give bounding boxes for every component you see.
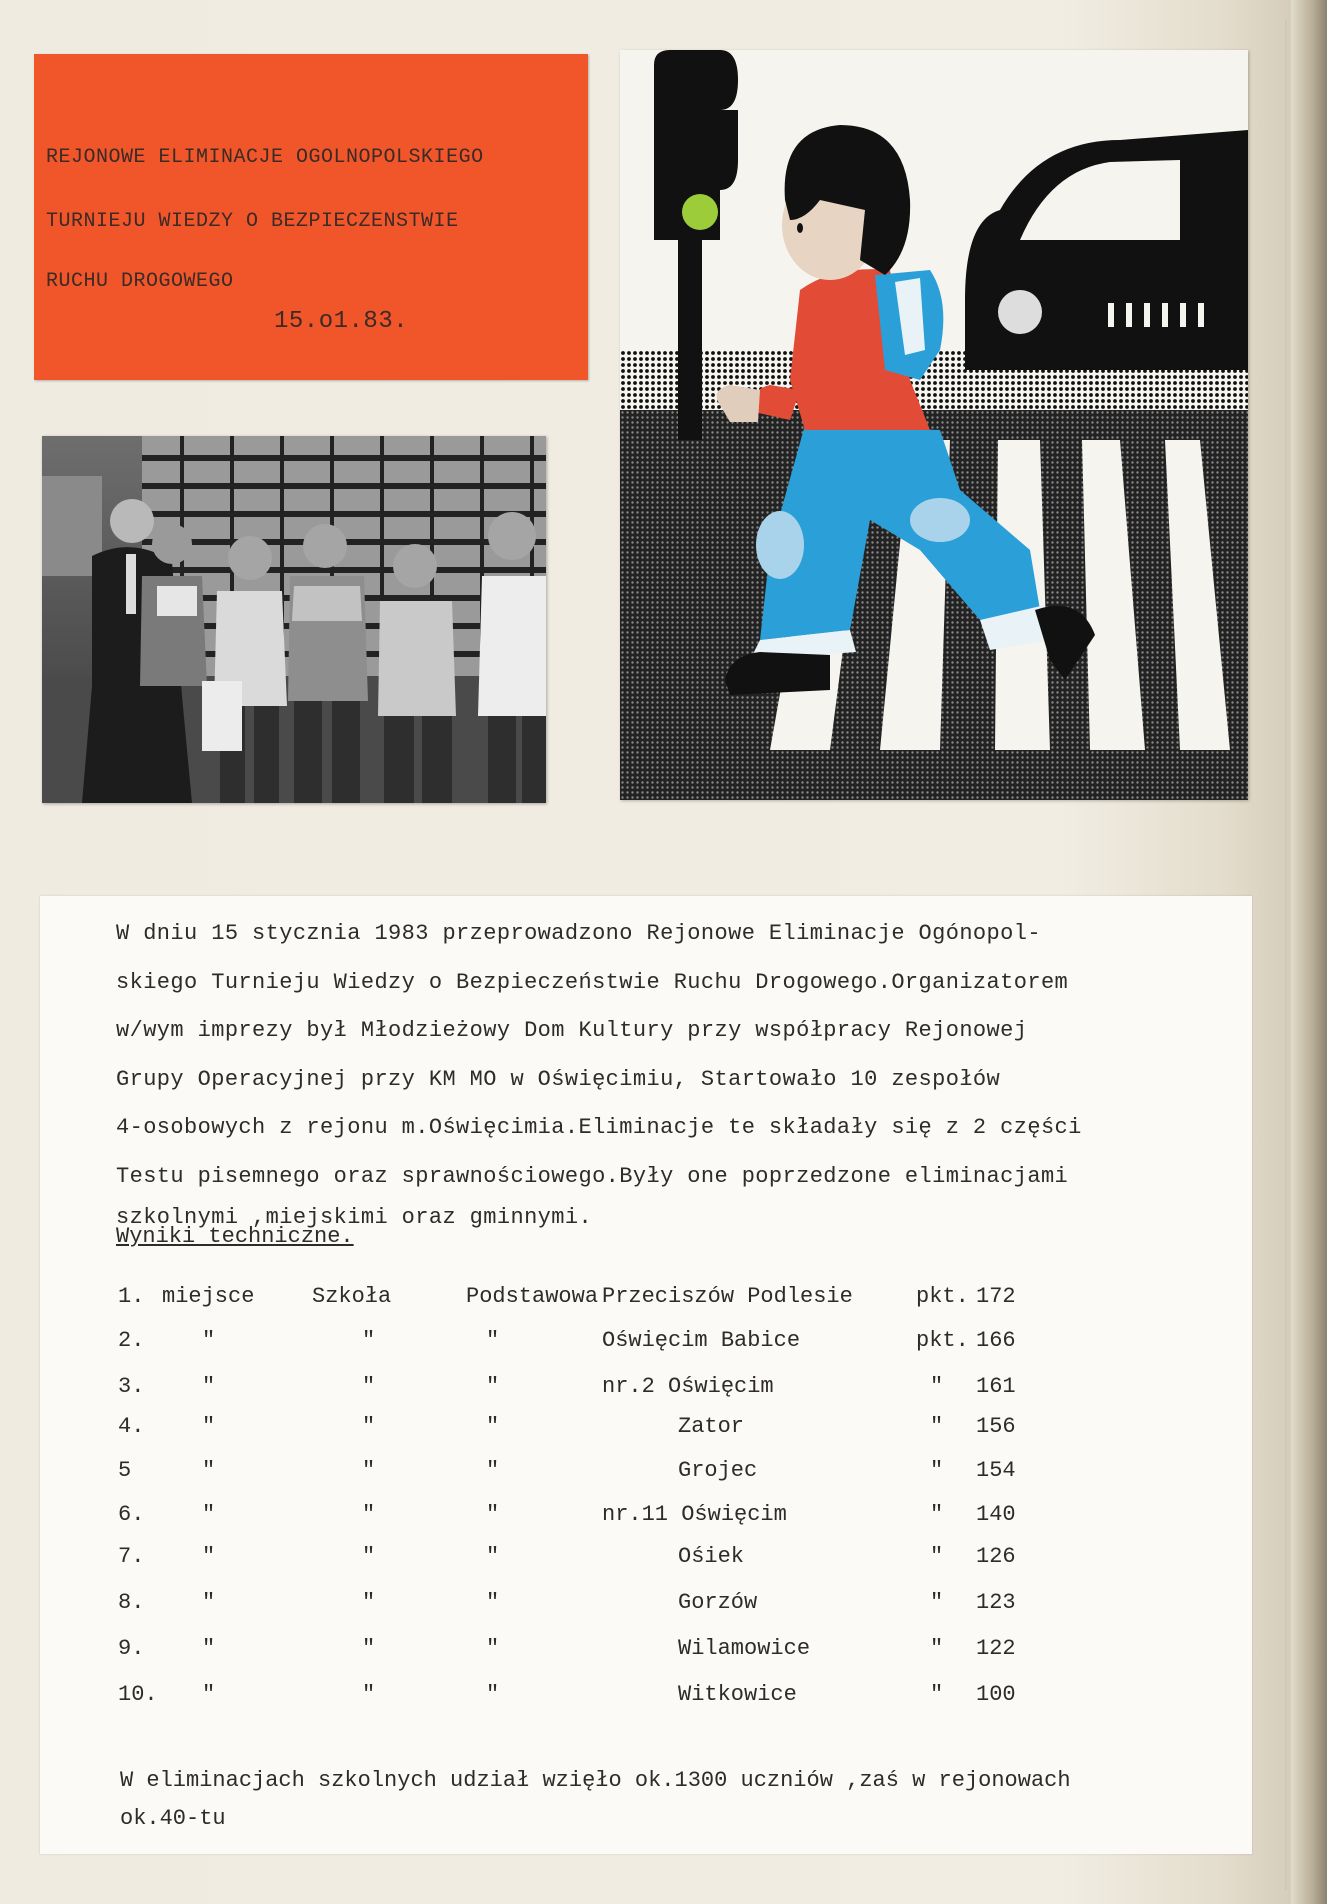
paragraph-line: 4-osobowych z rejonu m.Oświęcimia.Eliminacje te składały się z 2 części <box>116 1115 1082 1140</box>
result-place-word: " <box>202 1636 216 1661</box>
result-school-type: Podstawowa <box>466 1284 599 1309</box>
result-row <box>40 1590 1252 1630</box>
result-place-number: 5 <box>118 1458 132 1483</box>
result-school-type: " <box>486 1544 500 1569</box>
result-points-unit: pkt. <box>916 1328 969 1353</box>
result-row <box>40 1414 1252 1454</box>
result-points: 172 <box>976 1284 1016 1309</box>
footer-line: ok.40-tu <box>120 1806 226 1831</box>
result-school-name: Zator <box>678 1414 745 1439</box>
paragraph-line: Grupy Operacyjnej przy KM MO w Oświęcimiu, Startowało 10 zespołów <box>116 1066 1001 1092</box>
result-school-name: Oświęcim Babice <box>602 1328 801 1353</box>
result-place-number: 8. <box>118 1590 145 1615</box>
result-place-word: " <box>202 1590 216 1615</box>
result-school-name: Przeciszów Podlesie <box>602 1284 853 1309</box>
result-school-type: " <box>486 1636 500 1661</box>
result-school-word: " <box>362 1328 376 1353</box>
footer-line: W eliminacjach szkolnych udział wzięło ok.1300 uczniów ,zaś w rejonowach <box>120 1768 1071 1793</box>
paragraph-line: w/wym imprezy był Młodzieżowy Dom Kultury przy współpracy Rejonowej <box>116 1018 1028 1043</box>
road-safety-illustration <box>620 50 1248 800</box>
result-school-type: " <box>486 1682 500 1707</box>
title-line-1: REJONOWE ELIMINACJE OGOLNOPOLSKIEGO <box>46 146 484 169</box>
result-points: 126 <box>976 1544 1016 1569</box>
result-points-unit: " <box>930 1590 944 1615</box>
result-place-number: 9. <box>118 1636 145 1661</box>
result-row <box>40 1328 1252 1368</box>
result-place-word: " <box>202 1682 216 1707</box>
award-ceremony-photo <box>42 436 546 803</box>
result-school-type: " <box>486 1414 500 1439</box>
result-row <box>40 1682 1252 1722</box>
result-place-word: " <box>202 1502 216 1527</box>
result-place-word: " <box>202 1328 216 1353</box>
result-place-number: 7. <box>118 1544 145 1569</box>
result-points: 123 <box>976 1590 1016 1615</box>
result-points: 100 <box>976 1682 1016 1707</box>
result-points: 156 <box>976 1414 1016 1439</box>
result-school-name: Witkowice <box>678 1682 797 1707</box>
result-row <box>40 1284 1252 1324</box>
result-school-word: " <box>362 1590 376 1615</box>
result-points: 140 <box>976 1502 1016 1527</box>
result-row <box>40 1502 1252 1542</box>
album-spine <box>1291 0 1327 1904</box>
result-points: 154 <box>976 1458 1016 1483</box>
result-points-unit: pkt. <box>916 1284 969 1309</box>
result-place-number: 6. <box>118 1502 145 1527</box>
report-paragraph <box>116 910 1246 1235</box>
typed-report <box>40 896 1252 1854</box>
paragraph-line: W dniu 15 stycznia 1983 przeprowadzono Rejonowe Eliminacje Ogónopol- <box>116 921 1041 946</box>
result-place-word: " <box>202 1414 216 1439</box>
result-school-name: nr.2 Oświęcim <box>602 1374 774 1399</box>
result-row <box>40 1636 1252 1676</box>
result-points: 166 <box>976 1328 1016 1353</box>
result-school-name: Gorzów <box>678 1590 758 1615</box>
title-line-3: RUCHU DROGOWEGO <box>46 270 234 293</box>
result-points-unit: " <box>930 1544 944 1569</box>
result-place-number: 3. <box>118 1374 145 1399</box>
result-place-word: " <box>202 1544 216 1569</box>
result-school-word: " <box>362 1374 376 1399</box>
result-row <box>40 1458 1252 1498</box>
result-school-type: " <box>486 1328 500 1353</box>
result-row <box>40 1544 1252 1584</box>
result-points-unit: " <box>930 1636 944 1661</box>
page-fold-line <box>1285 20 1287 1890</box>
result-school-name: Wilamowice <box>678 1636 811 1661</box>
paragraph-line: Testu pisemnego oraz sprawnościowego.Były one poprzedzone eliminacjami <box>116 1163 1069 1189</box>
report-footer <box>120 1762 1071 1838</box>
result-place-word: miejsce <box>162 1284 255 1309</box>
result-school-word: " <box>362 1458 376 1483</box>
result-points: 122 <box>976 1636 1016 1661</box>
title-line-2: TURNIEJU WIEDZY O BEZPIECZENSTWIE <box>46 210 459 233</box>
result-points-unit: " <box>930 1458 944 1483</box>
paragraph-line: skiego Turnieju Wiedzy o Bezpieczeństwie Ruchu Drogowego.Organizatorem <box>116 969 1069 995</box>
result-school-type: " <box>486 1590 500 1615</box>
result-points: 161 <box>976 1374 1016 1399</box>
result-school-word: " <box>362 1414 376 1439</box>
result-place-number: 2. <box>118 1328 145 1353</box>
result-points-unit: " <box>930 1502 944 1527</box>
result-place-number: 10. <box>118 1682 158 1707</box>
result-school-name: nr.11 Oświęcim <box>602 1502 787 1527</box>
result-points-unit: " <box>930 1414 944 1439</box>
result-school-word: " <box>362 1544 376 1569</box>
result-school-name: Ośiek <box>678 1544 745 1569</box>
result-school-type: " <box>486 1458 500 1483</box>
result-row <box>40 1374 1252 1414</box>
result-place-number: 4. <box>118 1414 145 1439</box>
results-heading: Wyniki techniczne. <box>116 1224 354 1249</box>
result-school-name: Grojec <box>678 1458 758 1483</box>
result-school-word: Szkoła <box>312 1284 392 1309</box>
result-place-word: " <box>202 1374 216 1399</box>
paragraph-line: szkolnymi ,miejskimi oraz gminnymi. <box>116 1205 593 1230</box>
result-school-word: " <box>362 1682 376 1707</box>
result-school-type: " <box>486 1502 500 1527</box>
title-label <box>34 54 588 380</box>
result-school-word: " <box>362 1636 376 1661</box>
title-date: 15.o1.83. <box>274 308 409 335</box>
result-school-type: " <box>486 1374 500 1399</box>
result-points-unit: " <box>930 1374 944 1399</box>
result-points-unit: " <box>930 1682 944 1707</box>
result-place-word: " <box>202 1458 216 1483</box>
result-place-number: 1. <box>118 1284 145 1309</box>
result-school-word: " <box>362 1502 376 1527</box>
